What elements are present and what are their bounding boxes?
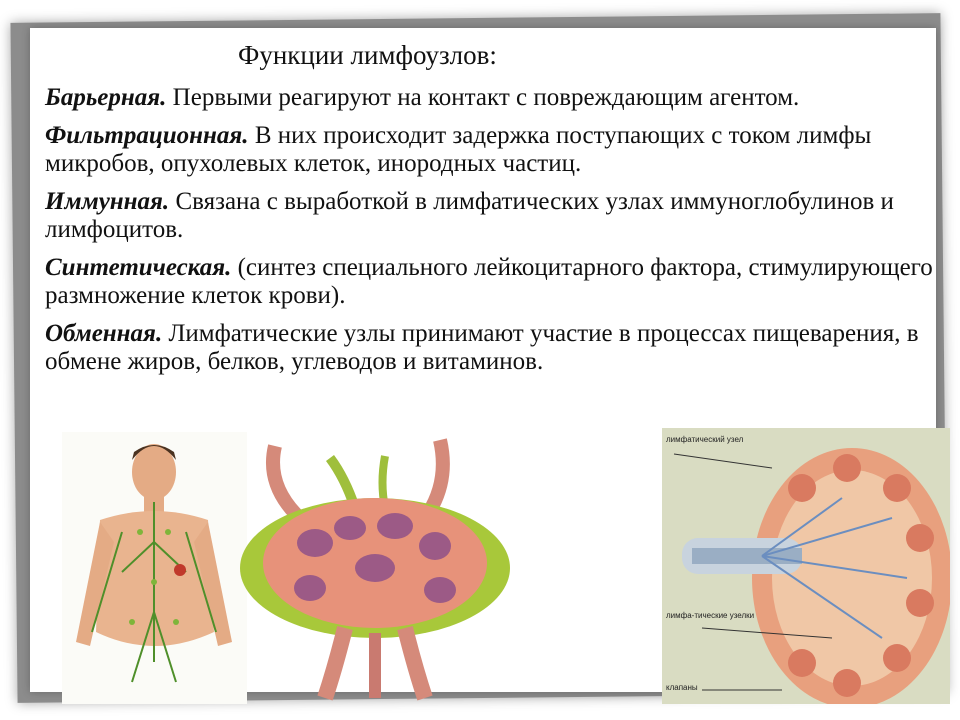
label-valves: клапаны — [666, 683, 698, 692]
slide-title: Функции лимфоузлов: — [238, 40, 497, 70]
functions-list — [45, 84, 945, 386]
label-lymph-node: лимфатический узел — [666, 435, 744, 444]
function-exchange: Обменная. Лимфатические узлы принимают участие в процессах пищеварения, в обмене жиров, белков, углеводов и витаминов. — [45, 320, 919, 375]
lymph-node-illustration — [235, 428, 510, 704]
function-barrier: Барьерная. Первыми реагируют на контакт с повреждающим агентом. — [45, 84, 800, 111]
label-nodules: лимфа-тические узелки — [666, 611, 755, 620]
function-immune: Иммунная. Связана с выработкой в лимфатических узлах иммуноглобулинов и лимфоцитов. — [45, 188, 894, 243]
function-synthetic: Синтетическая. (синтез специального лейкоцитарного фактора, стимулирующего размножение клеток крови). — [45, 254, 933, 309]
function-filtration: Фильтрационная. В них происходит задержка поступающих с током лимфы микробов, опухолевых клеток, инородных частиц. — [45, 122, 872, 177]
human-lymph-figure — [62, 432, 247, 704]
lymph-node-cross-section — [662, 428, 950, 704]
